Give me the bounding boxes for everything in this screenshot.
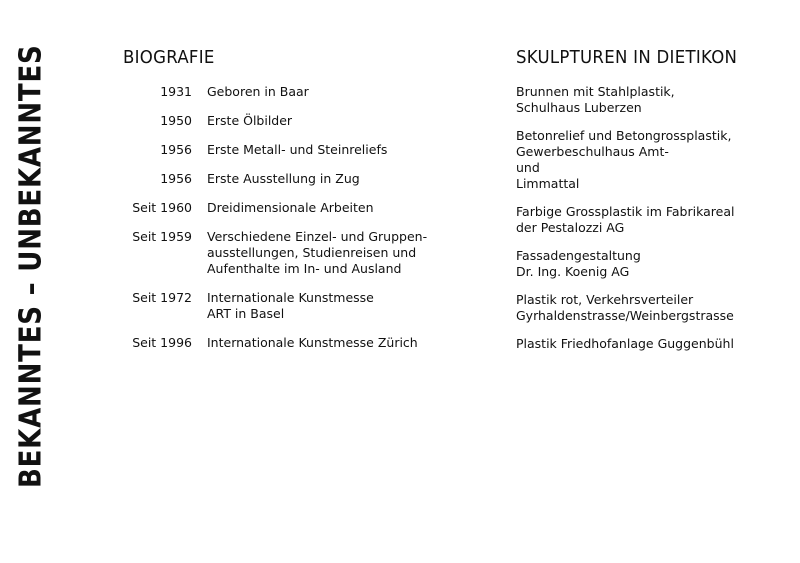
skulpturen-list bbox=[516, 84, 786, 364]
bio-year: 1931 bbox=[160, 84, 192, 99]
bio-year: Seit 1959 bbox=[132, 229, 192, 244]
bio-text-line: Aufenthalte im In- und Ausland bbox=[207, 261, 402, 276]
bio-text: Erste Ausstellung in Zug bbox=[207, 171, 360, 186]
skulptur-line-part: Limmattal bbox=[516, 176, 580, 191]
bio-text bbox=[207, 229, 460, 277]
bio-text bbox=[207, 290, 460, 322]
biografie-heading: BIOGRAFIE bbox=[123, 47, 215, 68]
bio-entry bbox=[100, 200, 460, 216]
skulpturen-heading: SKULPTUREN IN DIETIKON bbox=[516, 47, 738, 68]
bio-text-line: ausstellungen, Studienreisen und bbox=[207, 245, 417, 260]
bio-entry bbox=[100, 290, 460, 322]
skulptur-item bbox=[516, 336, 786, 352]
skulptur-line: Dr. Ing. Koenig AG bbox=[516, 264, 630, 279]
skulptur-item bbox=[516, 292, 786, 324]
bio-entry bbox=[100, 171, 460, 187]
bio-year: 1956 bbox=[160, 171, 192, 186]
bio-entry bbox=[100, 335, 460, 351]
skulptur-line: Brunnen mit Stahlplastik, bbox=[516, 84, 675, 99]
bio-entry bbox=[100, 229, 460, 277]
bio-entry bbox=[100, 142, 460, 158]
skulptur-line: Plastik Friedhofanlage Guggenbühl bbox=[516, 336, 734, 351]
bio-year: Seit 1972 bbox=[132, 290, 192, 305]
bio-year: Seit 1960 bbox=[132, 200, 192, 215]
bio-text: Dreidimensionale Arbeiten bbox=[207, 200, 374, 215]
skulptur-line-part: und bbox=[516, 160, 540, 175]
bio-text: Geboren in Baar bbox=[207, 84, 309, 99]
skulptur-item bbox=[516, 248, 786, 280]
side-title: BEKANNTES – UNBEKANNTES bbox=[14, 44, 49, 488]
bio-text: Erste Metall- und Steinreliefs bbox=[207, 142, 388, 157]
bio-text-line: Verschiedene Einzel- und Gruppen- bbox=[207, 229, 428, 244]
bio-entry bbox=[100, 84, 460, 100]
biografie-list bbox=[100, 84, 460, 364]
skulptur-line: Schulhaus Luberzen bbox=[516, 100, 642, 115]
skulptur-item bbox=[516, 204, 786, 236]
skulptur-item bbox=[516, 84, 786, 116]
skulptur-item bbox=[516, 128, 786, 192]
bio-year: 1956 bbox=[160, 142, 192, 157]
bio-text: Erste Ölbilder bbox=[207, 113, 293, 128]
skulptur-line: der Pestalozzi AG bbox=[516, 220, 625, 235]
skulptur-line: Fassadengestaltung bbox=[516, 248, 641, 263]
skulptur-line: Farbige Grossplastik im Fabrikareal bbox=[516, 204, 735, 219]
bio-text-line: Internationale Kunstmesse bbox=[207, 290, 374, 305]
skulptur-line: Gyrhaldenstrasse/Weinbergstrasse bbox=[516, 308, 734, 323]
skulptur-line bbox=[516, 144, 786, 192]
bio-text-line: ART in Basel bbox=[207, 306, 285, 321]
skulptur-line: Plastik rot, Verkehrsverteiler bbox=[516, 292, 694, 307]
bio-year: 1950 bbox=[160, 113, 192, 128]
skulptur-line-part: Gewerbeschulhaus Amt- bbox=[516, 144, 669, 159]
skulptur-line: Betonrelief und Betongrossplastik, bbox=[516, 128, 732, 143]
bio-text: Internationale Kunstmesse Zürich bbox=[207, 335, 418, 350]
bio-entry bbox=[100, 113, 460, 129]
bio-year: Seit 1996 bbox=[132, 335, 192, 350]
